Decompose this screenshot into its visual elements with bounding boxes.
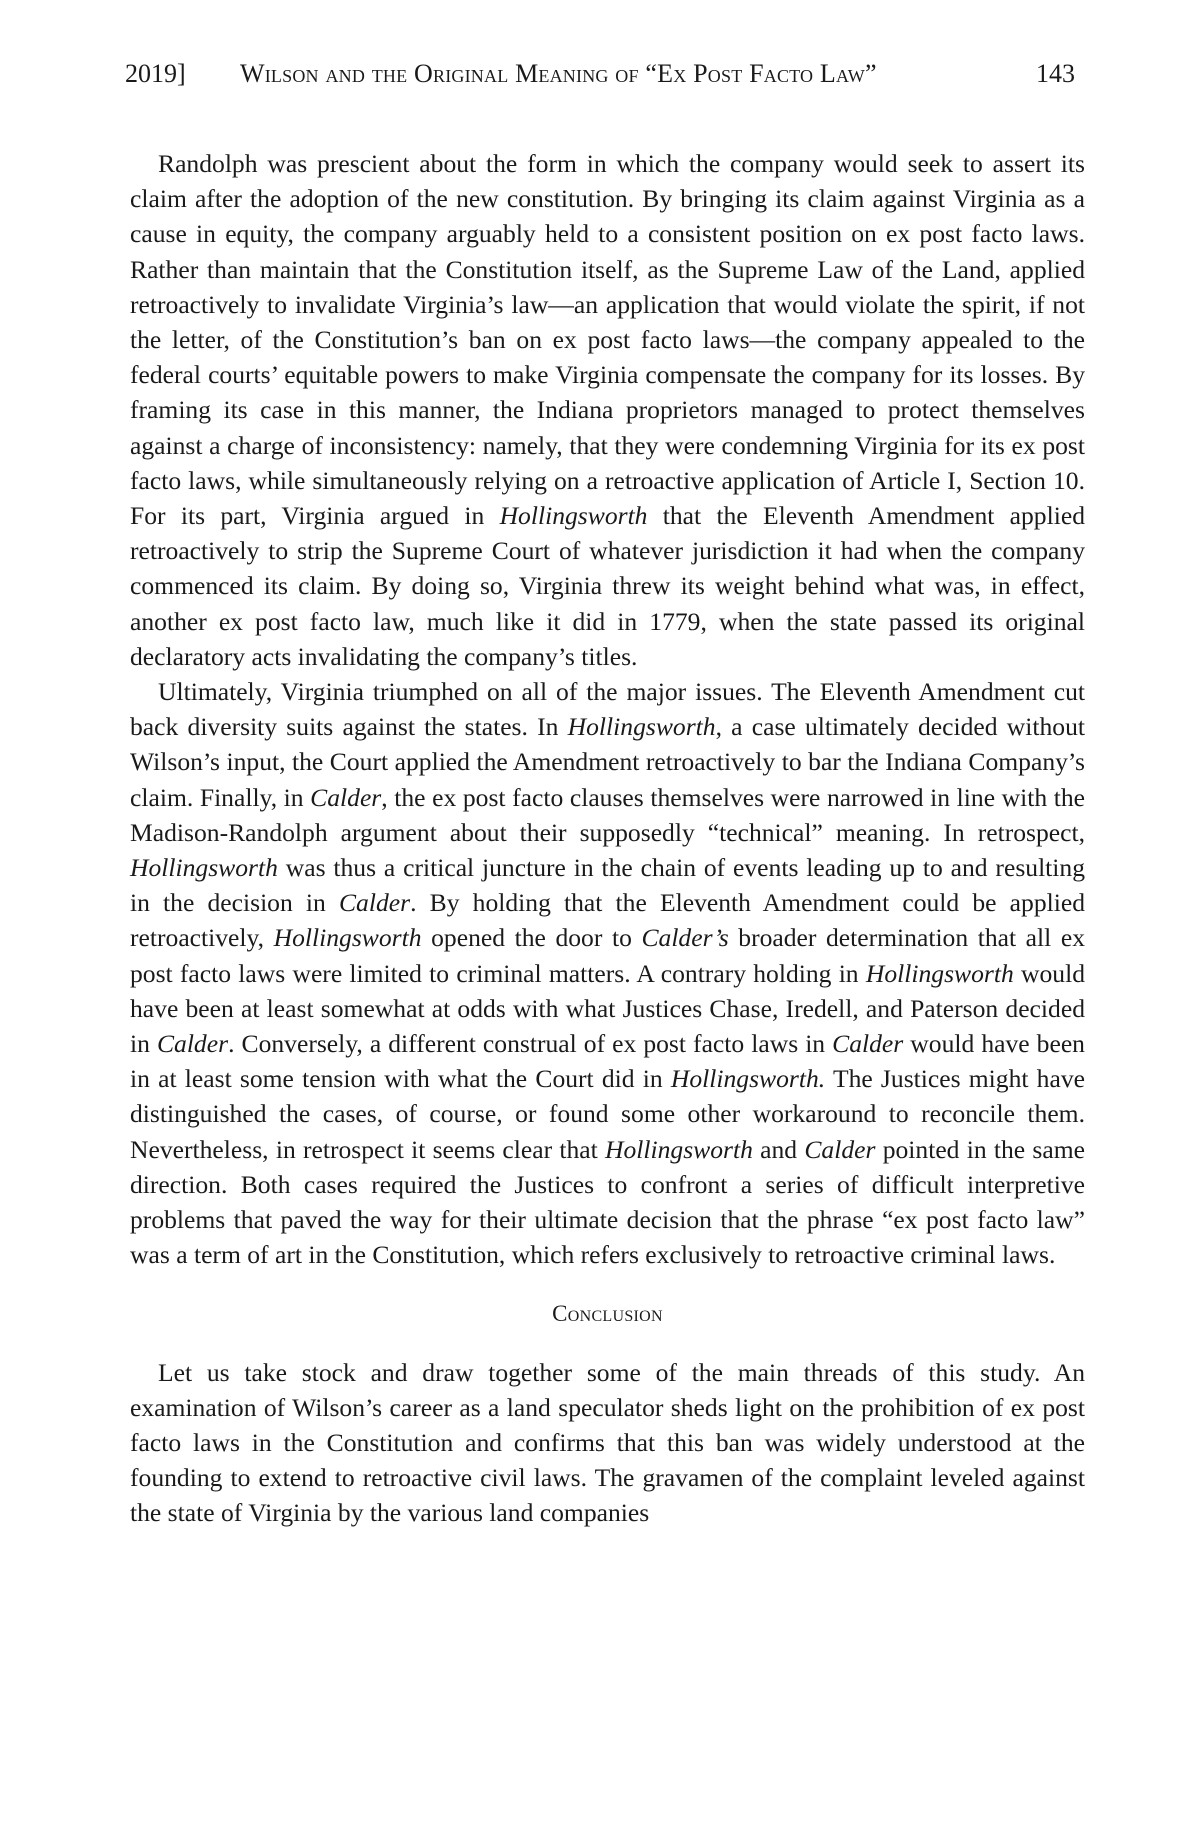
text-span: The Justices might have distinguished the cases, of course, or found some other workaround to reconcile them. Nevertheless, in retrospect it seems clear that (130, 1064, 1085, 1164)
text-span: . Conversely, a different construal of ex post facto laws in (228, 1029, 833, 1059)
running-header (125, 56, 1075, 92)
text-span: , a case ultimately decided without Wilson’s input, the Court applied the Amendment retroactively to bar the Indiana Company’s claim. Finally, in (130, 712, 1085, 812)
case-name: Calder’s (641, 923, 729, 953)
text-span: opened the door to (421, 923, 642, 953)
case-name: Hollingsworth (130, 853, 278, 883)
case-name: Hollingsworth (865, 958, 1014, 988)
case-name: Hollingsworth (567, 712, 716, 742)
case-name: Calder (804, 1134, 876, 1164)
header-year: 2019] (125, 59, 186, 88)
case-name: Calder (832, 1029, 904, 1059)
text-span: Let us take stock and draw together some of the main threads of this study. An examination of Wilson’s career as a land speculator sheds light on the prohibition of ex post facto laws in the Constitution and confirms that this ban was widely understood at the founding to extend to retroactive civil laws. The gravamen of the complaint leveled against the state of Virginia by the various land companies (130, 1357, 1085, 1528)
paragraph-2 (130, 674, 1085, 1272)
page-number: 143 (1036, 59, 1075, 88)
case-name: Calder (310, 782, 382, 812)
text-span: that the Eleventh Amendment applied retroactively to strip the Supreme Court of whatever jurisdiction it had when the company commenced its claim. By doing so, Virginia threw its weight behind what was, in effect, another ex post facto law, much like it did in 1779, when the state passed its original declaratory acts invalidating the company’s titles. (130, 501, 1085, 671)
text-span: Randolph was prescient about the form in which the company would seek to assert its claim after the adoption of the new constitution. By bringing its claim against Virginia as a cause in equity, the company arguably held to a consistent position on ex post facto laws. Rather than maintain that the Constitution itself, as the Supreme Law of the Land, applied retroactively to invalidate Virginia’s law—an application that would violate the spirit, if not the letter, of the Constitution’s ban on ex post facto laws—the company appealed to the federal courts’ equitable powers to make Virginia compensate the company for its losses. By framing its case in this manner, the Indiana proprietors managed to protect themselves against a charge of inconsistency: namely, that they were condemning Virginia for its ex post facto laws, while simultaneously relying on a retroactive application of Article I, Section 10. For its part, Virginia argued in (130, 149, 1085, 531)
text-span: and (752, 1134, 805, 1164)
body-text (130, 146, 1085, 1531)
header-title: Wilson and the Original Meaning of “Ex Post Facto Law” (240, 59, 877, 88)
paragraph-3 (130, 1355, 1085, 1531)
text-span: , the ex post facto clauses themselves were narrowed in line with the Madison-Randolph argument about their supposedly “technical” meaning. In retrospect, (130, 782, 1085, 847)
section-heading: Conclusion (552, 1300, 663, 1326)
case-name: Hollingsworth (604, 1134, 753, 1164)
case-name: Calder (156, 1029, 229, 1059)
text-span: Ultimately, Virginia triumphed on all of the major issues. The Eleventh Amendment cut back diversity suits against the states. In (130, 677, 1085, 742)
text-span: was thus a critical juncture in the chain of events leading up to and resulting in the decision in (130, 853, 1085, 918)
paragraph-1 (130, 146, 1085, 674)
case-name: Hollingsworth (499, 501, 648, 531)
text-span: broader determination that all ex post facto laws were limited to criminal matters. A contrary holding in (130, 923, 1086, 988)
text-span: pointed in the same direction. Both cases required the Justices to confront a series of difficult interpretive problems that paved the way for their ultimate decision that the phrase “ex post facto law” was a term of art in the Constitution, which refers exclusively to retroactive criminal laws. (130, 1134, 1085, 1270)
text-span: would have been in at least some tension with what the Court did in (130, 1029, 1085, 1094)
text-span: would have been at least somewhat at odds with what Justices Chase, Iredell, and Paterson decided in (130, 958, 1085, 1059)
case-name: Calder (338, 888, 411, 918)
case-name: Hollingsworth (273, 923, 422, 953)
text-span: . By holding that the Eleventh Amendment could be applied retroactively, (130, 888, 1086, 953)
case-name: Hollingsworth. (670, 1064, 826, 1094)
